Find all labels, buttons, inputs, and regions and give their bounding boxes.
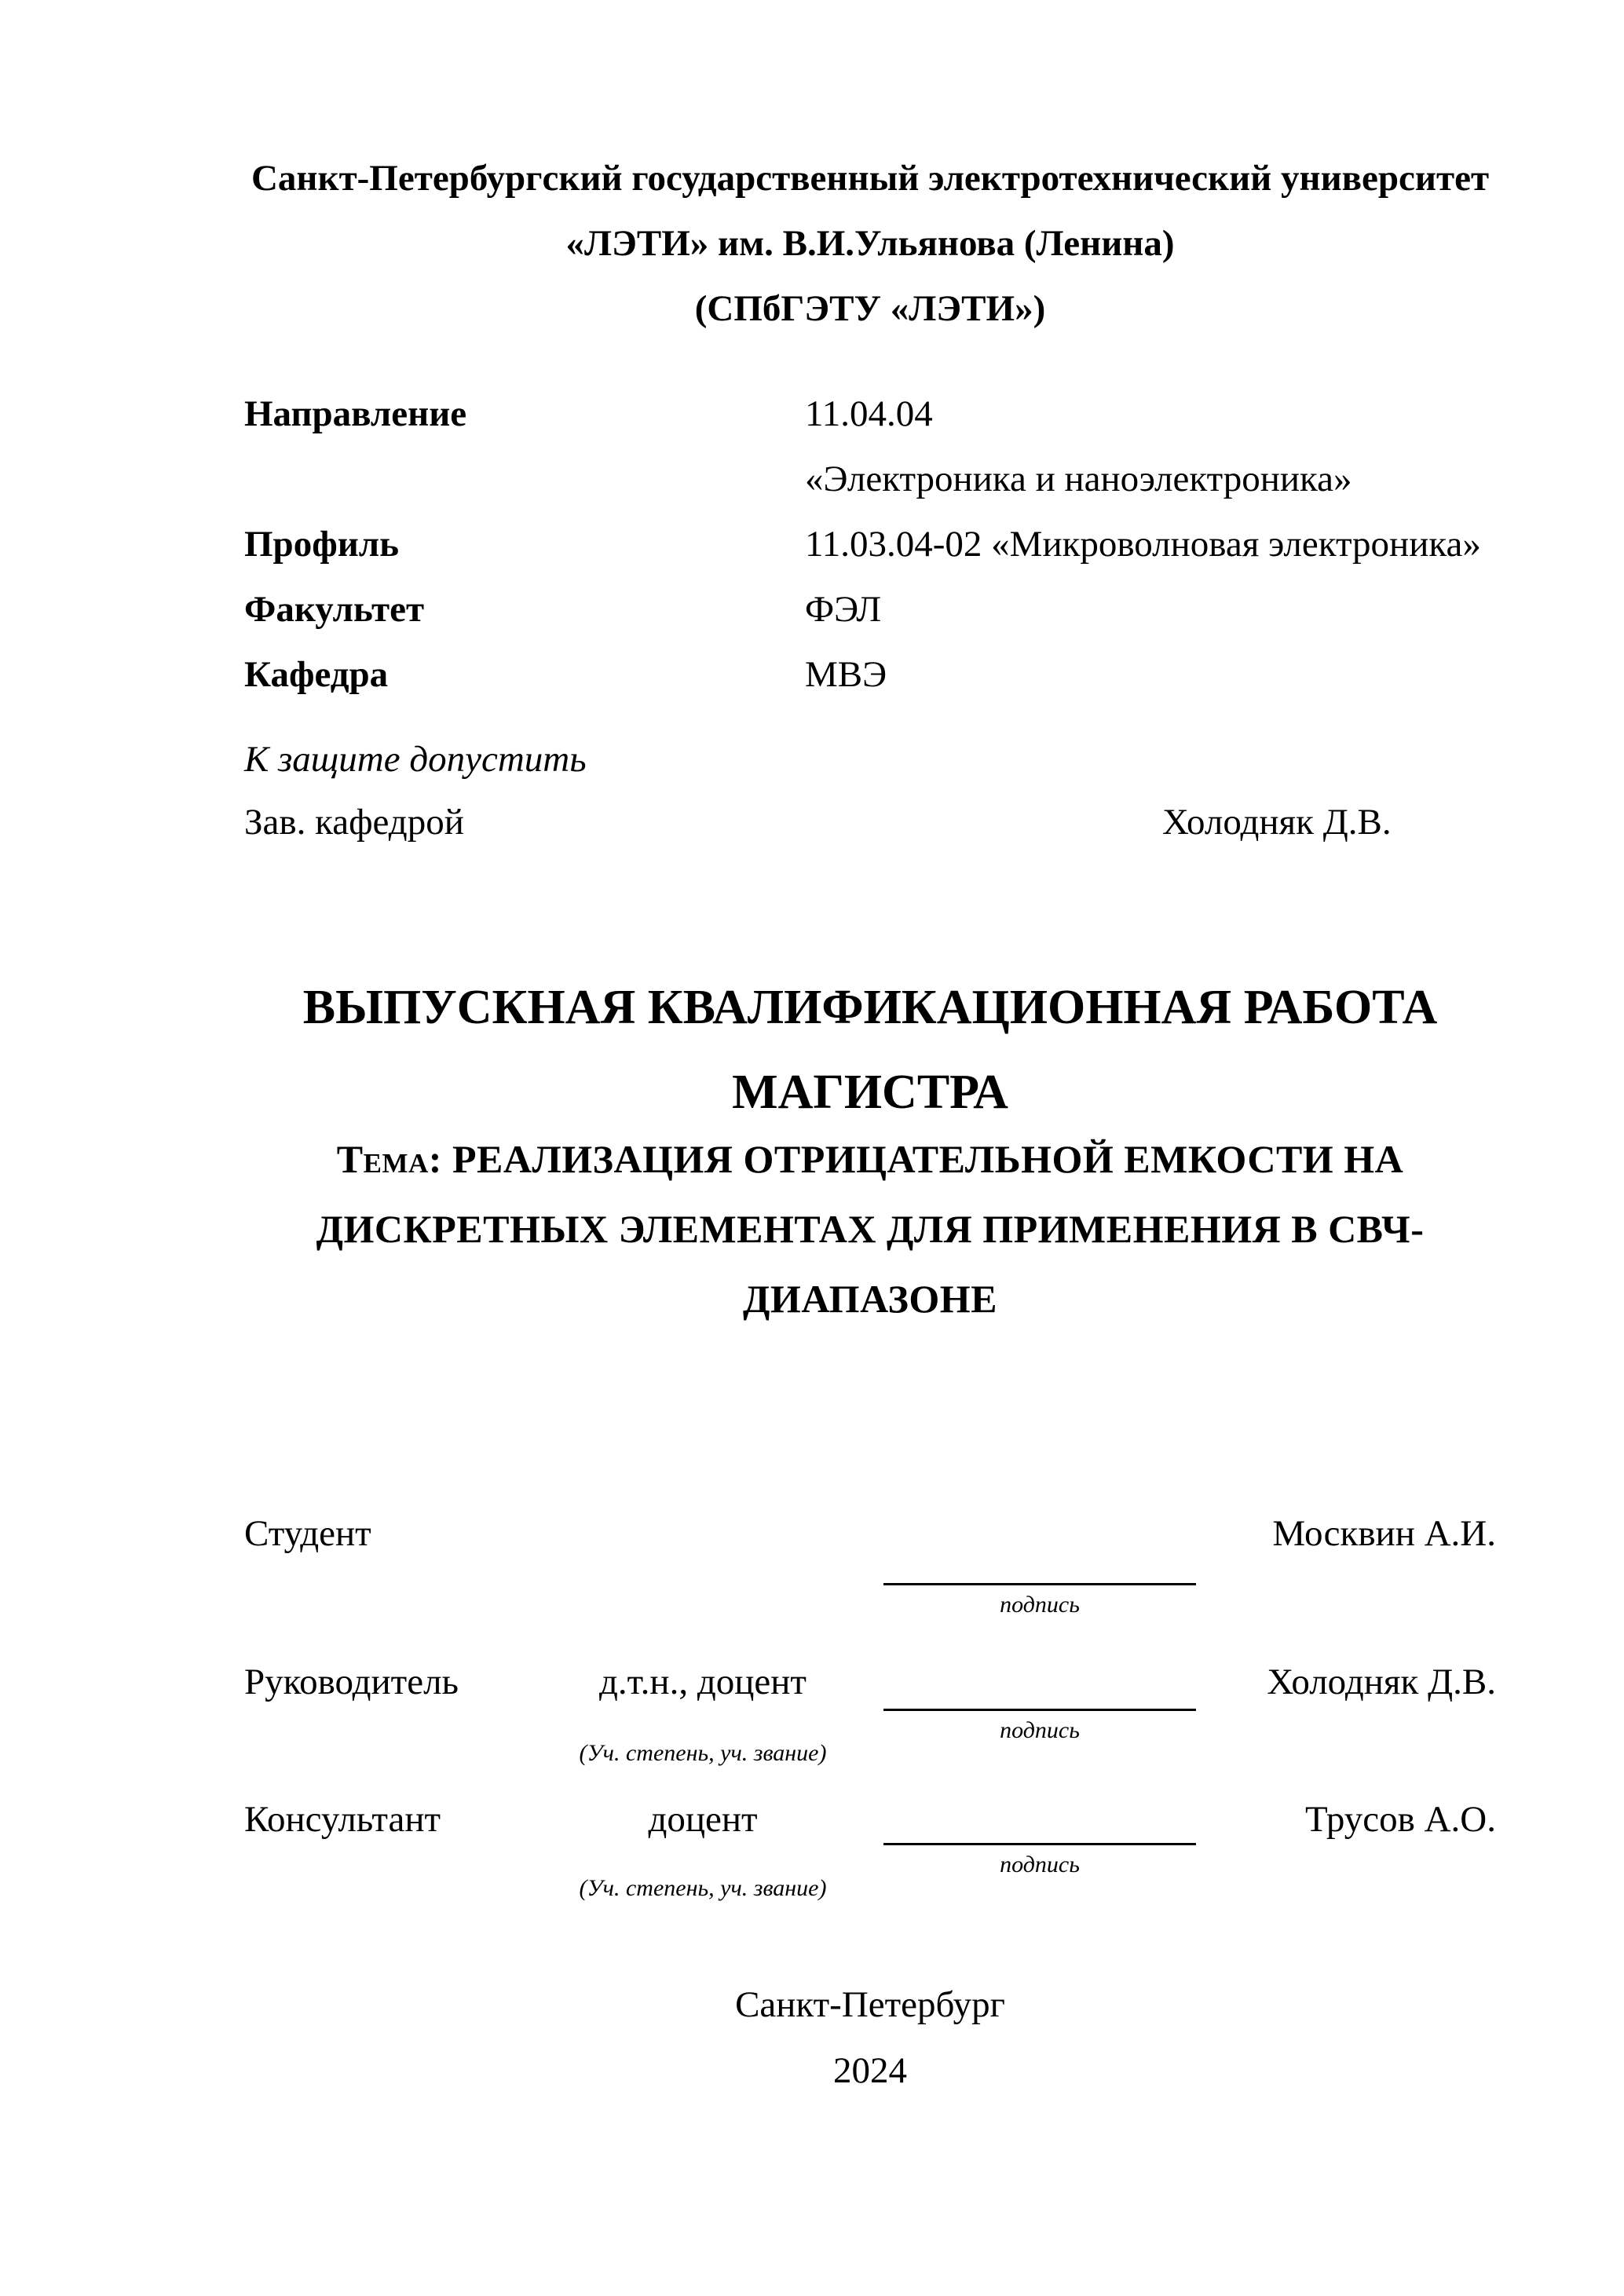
admission-phrase: К защите допустить [244,739,587,780]
program-row-faculty [244,588,1496,631]
program-row-direction [244,393,1496,435]
profile-value: 11.03.04-02 «Микроволновая электроника» [805,524,1481,565]
direction-name: «Электроника и наноэлектроника» [805,459,1352,499]
profile-label: Профиль [244,524,400,565]
signature-caption: подпись [1000,1717,1080,1743]
consultant-name: Трусов А.О. [1305,1799,1496,1840]
supervisor-degree: д.т.н., доцент [599,1662,807,1702]
signature-caption: подпись [1000,1852,1080,1877]
department-value: МВЭ [805,654,887,695]
theme-line2: ДИСКРЕТНЫХ ЭЛЕМЕНТАХ ДЛЯ ПРИМЕНЕНИЯ В СВЧ- [316,1207,1425,1251]
department-label: Кафедра [244,654,389,695]
theme-prefix: Тема: [336,1137,442,1181]
theme-line1 [244,1137,1496,1183]
consultant-signature-line [883,1843,1196,1877]
consultant-row [244,1798,1496,1841]
signature-caption: подпись [1000,1592,1080,1618]
faculty-label: Факультет [244,589,425,630]
footer-city: Санкт-Петербург [735,1984,1005,2025]
supervisor-signature-line [883,1709,1196,1743]
university-name-line2: «ЛЭТИ» им. В.И.Ульянова (Ленина) [565,223,1175,264]
student-role-label: Студент [244,1513,371,1554]
theme-line3: ДИАПАЗОНЕ [743,1277,997,1321]
university-name-line1: Санкт-Петербургский государственный электротехнический университет [251,158,1490,199]
consultant-degree: доцент [648,1799,758,1840]
student-name: Москвин А.И. [1272,1513,1496,1554]
admission-row [244,801,1496,843]
direction-label: Направление [244,393,467,434]
student-signature-line [883,1583,1196,1618]
program-row-profile [244,523,1496,565]
supervisor-name: Холодняк Д.В. [1267,1662,1496,1702]
department-head-name: Холодняк Д.В. [1162,802,1392,843]
supervisor-role-label: Руководитель [244,1662,459,1702]
department-head-label: Зав. кафедрой [244,802,464,843]
work-title-line1: ВЫПУСКНАЯ КВАЛИФИКАЦИОННАЯ РАБОТА [302,981,1438,1034]
direction-code: 11.04.04 [805,393,933,434]
consultant-degree-caption: (Уч. степень, уч. звание) [579,1875,827,1901]
student-row [244,1512,1496,1555]
program-row-department [244,653,1496,696]
footer-year: 2024 [833,2050,907,2091]
supervisor-row [244,1661,1496,1703]
consultant-role-label: Консультант [244,1799,441,1840]
faculty-value: ФЭЛ [805,589,882,630]
theme-text1: РЕАЛИЗАЦИЯ ОТРИЦАТЕЛЬНОЙ ЕМКОСТИ НА [441,1137,1404,1181]
university-abbreviation: (СПбГЭТУ «ЛЭТИ») [694,288,1046,329]
supervisor-degree-caption: (Уч. степень, уч. звание) [579,1740,827,1766]
work-title-line2: МАГИСТРА [732,1066,1008,1119]
